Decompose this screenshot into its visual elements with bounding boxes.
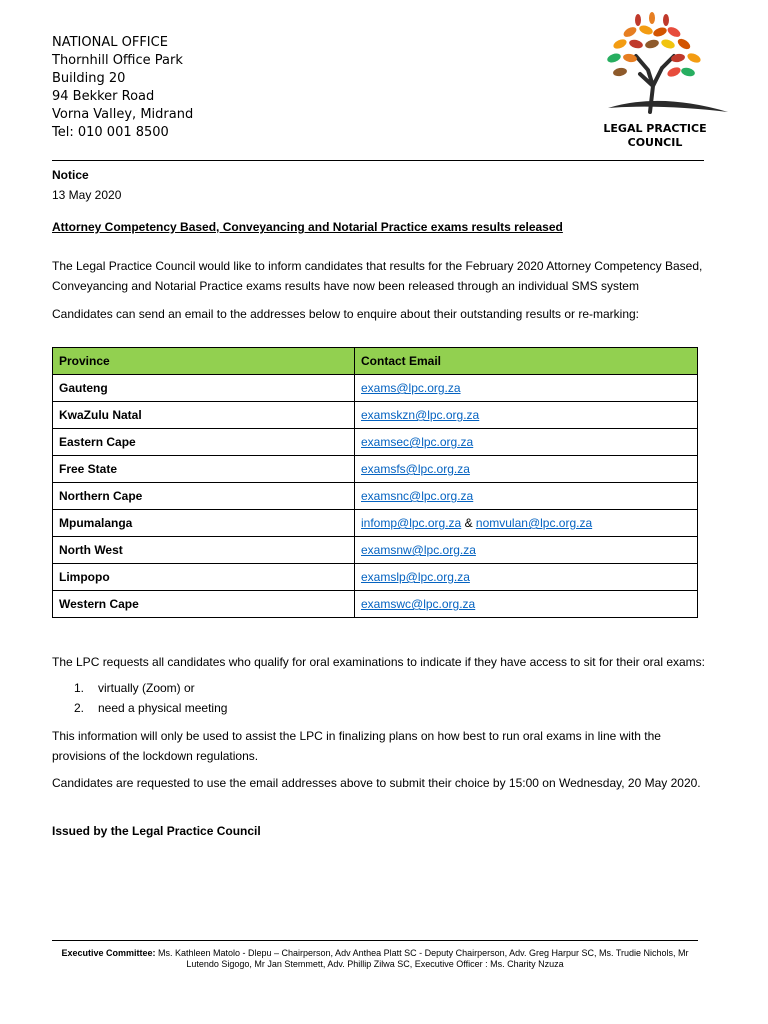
list-item xyxy=(74,698,227,718)
notice-label: Notice xyxy=(52,168,89,182)
footer-label: Executive Committee: xyxy=(61,948,156,958)
executive-committee-footer xyxy=(52,948,698,970)
notice-subject: Attorney Competency Based, Conveyancing and Notarial Practice exams results released xyxy=(52,220,563,234)
address-line: Building 20 xyxy=(52,71,126,86)
email-cell xyxy=(355,510,698,537)
email-link[interactable]: examskzn@lpc.org.za xyxy=(361,408,480,422)
deadline-paragraph: Candidates are requested to use the email addresses above to submit their choice by 15:00 on Wednesday, 20 May 2020. xyxy=(52,776,701,790)
address-line: Vorna Valley, Midrand xyxy=(52,107,194,122)
email-link[interactable]: exams@lpc.org.za xyxy=(361,381,461,395)
list-number: 1. xyxy=(74,681,85,695)
letterhead-address xyxy=(52,34,193,142)
address-line: Tel: 010 001 8500 xyxy=(52,125,169,140)
table-row xyxy=(53,429,698,456)
province-cell: Free State xyxy=(53,456,355,483)
list-text: need a physical meeting xyxy=(98,701,228,715)
email-cell xyxy=(355,402,698,429)
list-item xyxy=(74,678,227,698)
address-line: Thornhill Office Park xyxy=(52,53,183,68)
oral-exams-intro: The LPC requests all candidates who qualify for oral examinations to indicate if they have access to sit for their oral exams: xyxy=(52,655,705,669)
email-link[interactable]: examsnw@lpc.org.za xyxy=(361,543,476,557)
province-cell: Gauteng xyxy=(53,375,355,402)
address-line: 94 Bekker Road xyxy=(52,89,155,104)
email-cell xyxy=(355,564,698,591)
email-cell xyxy=(355,456,698,483)
issued-by: Issued by the Legal Practice Council xyxy=(52,824,261,838)
province-cell: Limpopo xyxy=(53,564,355,591)
province-cell: Eastern Cape xyxy=(53,429,355,456)
oral-exam-options xyxy=(74,678,227,718)
logo-text-line: COUNCIL xyxy=(627,136,683,149)
email-link[interactable]: examswc@lpc.org.za xyxy=(361,597,476,611)
table-row xyxy=(53,402,698,429)
email-cell xyxy=(355,375,698,402)
lpc-logo-text xyxy=(590,122,720,150)
enquiry-paragraph: Candidates can send an email to the addresses below to enquire about their outstanding results or re-marking: xyxy=(52,307,640,321)
footer-divider xyxy=(52,940,698,941)
email-link[interactable]: examsfs@lpc.org.za xyxy=(361,462,470,476)
footer-text: Ms. Kathleen Matolo - Dlepu – Chairperson, Adv Anthea Platt SC - Deputy Chairperson, Adv. Greg Harpur SC, Ms. Trudie Nichols, Mr Lutendo Sigogo, Mr Jan Stemmett, Adv. Phillip Zilwa SC, Executive Officer : Ms. Charity Nzuza xyxy=(155,948,689,969)
province-cell: Mpumalanga xyxy=(53,510,355,537)
address-line: NATIONAL OFFICE xyxy=(52,35,168,50)
province-cell: Western Cape xyxy=(53,591,355,618)
email-cell xyxy=(355,591,698,618)
email-link[interactable]: examslp@lpc.org.za xyxy=(361,570,470,584)
table-row xyxy=(53,456,698,483)
logo-text-line: LEGAL PRACTICE xyxy=(603,122,707,135)
email-link[interactable]: examsnc@lpc.org.za xyxy=(361,489,474,503)
email-link[interactable]: infomp@lpc.org.za xyxy=(361,516,462,530)
email-cell xyxy=(355,483,698,510)
header-divider xyxy=(52,160,704,161)
information-use-paragraph: This information will only be used to assist the LPC in finalizing plans on how best to run oral exams in line with the provisions of the lockdown regulations. xyxy=(52,729,661,763)
table-row xyxy=(53,537,698,564)
column-header-province: Province xyxy=(53,348,355,375)
table-row xyxy=(53,564,698,591)
table-row xyxy=(53,591,698,618)
email-cell xyxy=(355,537,698,564)
results-paragraph: The Legal Practice Council would like to inform candidates that results for the February 2020 Attorney Competency Based, Conveyancing and Notarial Practice exams results have now been released through an individual SMS system xyxy=(52,259,703,293)
email-link[interactable]: examsec@lpc.org.za xyxy=(361,435,474,449)
table-row xyxy=(53,483,698,510)
email-joiner: & xyxy=(461,516,476,530)
list-number: 2. xyxy=(74,701,85,715)
province-cell: North West xyxy=(53,537,355,564)
table-row xyxy=(53,375,698,402)
notice-date: 13 May 2020 xyxy=(52,188,122,202)
email-cell xyxy=(355,429,698,456)
province-cell: Northern Cape xyxy=(53,483,355,510)
list-text: virtually (Zoom) or xyxy=(98,681,195,695)
table-header-row xyxy=(53,348,698,375)
province-cell: KwaZulu Natal xyxy=(53,402,355,429)
table-row xyxy=(53,510,698,537)
column-header-contact-email: Contact Email xyxy=(355,348,698,375)
email-link-secondary[interactable]: nomvulan@lpc.org.za xyxy=(475,516,593,530)
province-contacts-table xyxy=(52,347,698,618)
